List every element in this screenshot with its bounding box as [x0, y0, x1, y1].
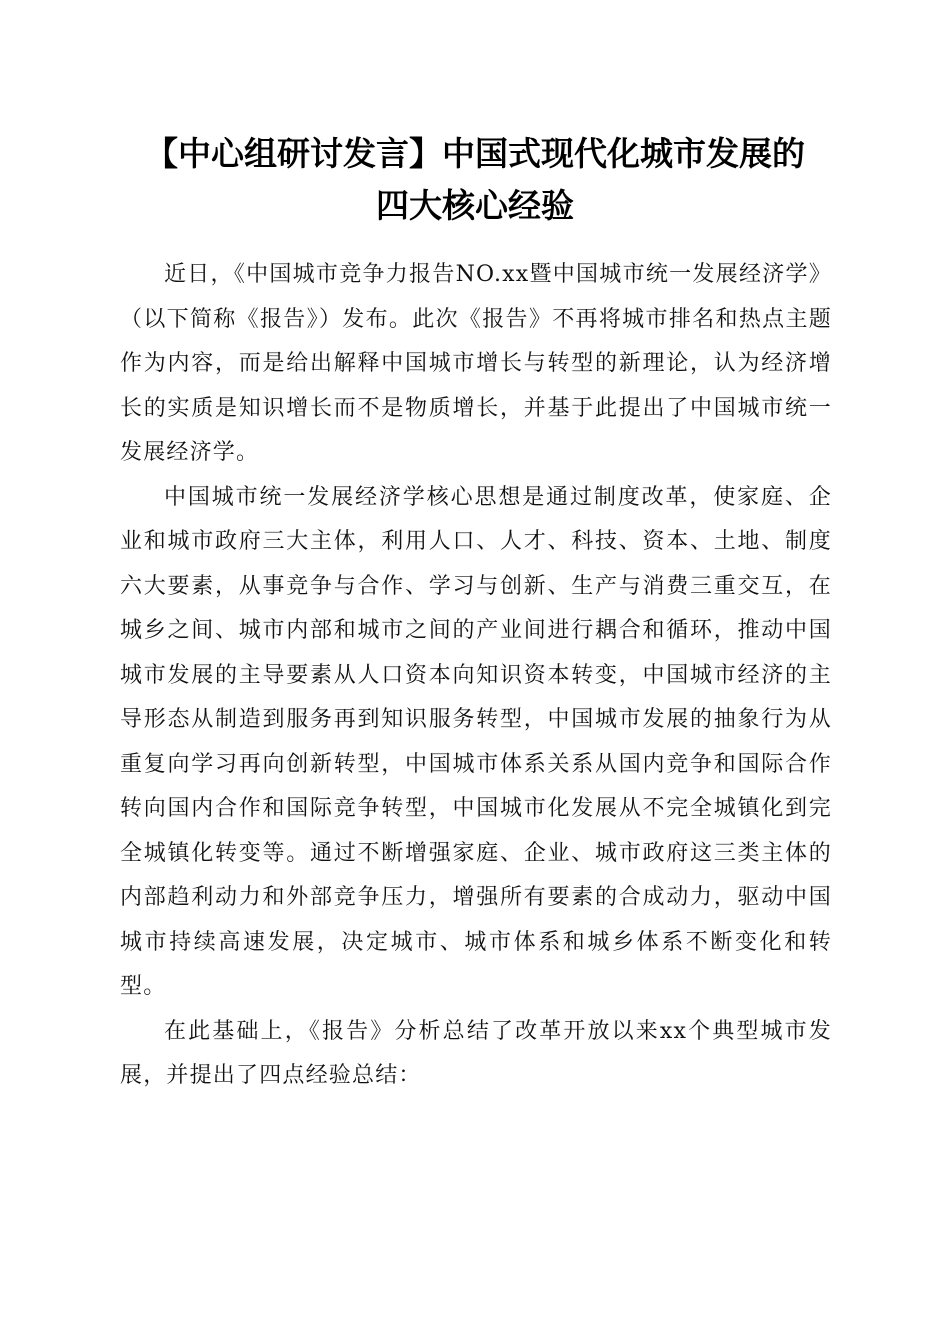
paragraph-3: 在此基础上，《报告》分析总结了改革开放以来xx个典型城市发展，并提出了四点经验总结： [120, 1018, 832, 1088]
paragraph-2: 中国城市统一发展经济学核心思想是通过制度改革，使家庭、企业和城市政府三大主体，利用人口、人才、科技、资本、土地、制度六大要素，从事竞争与合作、学习与创新、生产与消费三重交互，在城乡之间、城市内部和城市之间的产业间进行耦合和循环，推动中国城市发展的主导要素从人口资本向知识资本转变，中国城市经济的主导形态从制造到服务再到知识服务转型，中国城市发展的抽象行为从重复向学习再向创新转型，中国城市体系关系从国内竞争和国际合作转向国内合作和国际竞争转型，中国城市化发展从不完全城镇化到完全城镇化转变等。通过不断增强家庭、企业、城市政府这三类主体的内部趋利动力和外部竞争压力，增强所有要素的合成动力，驱动中国城市持续高速发展，决定城市、城市体系和城乡体系不断变化和转型。 [120, 484, 832, 999]
document-title [110, 128, 840, 232]
title-line-1: 【中心组研讨发言】中国式现代化城市发展的 [145, 134, 805, 173]
paragraph-1: 近日，《中国城市竞争力报告NO.xx暨中国城市统一发展经济学》（以下简称《报告》）发布。此次《报告》不再将城市排名和热点主题作为内容，而是给出解释中国城市增长与转型的新理论，认为经济增长的实质是知识增长而不是物质增长，并基于此提出了中国城市统一发展经济学。 [120, 262, 832, 465]
document-body [120, 253, 832, 1099]
title-line-2: 四大核心经验 [376, 186, 574, 225]
